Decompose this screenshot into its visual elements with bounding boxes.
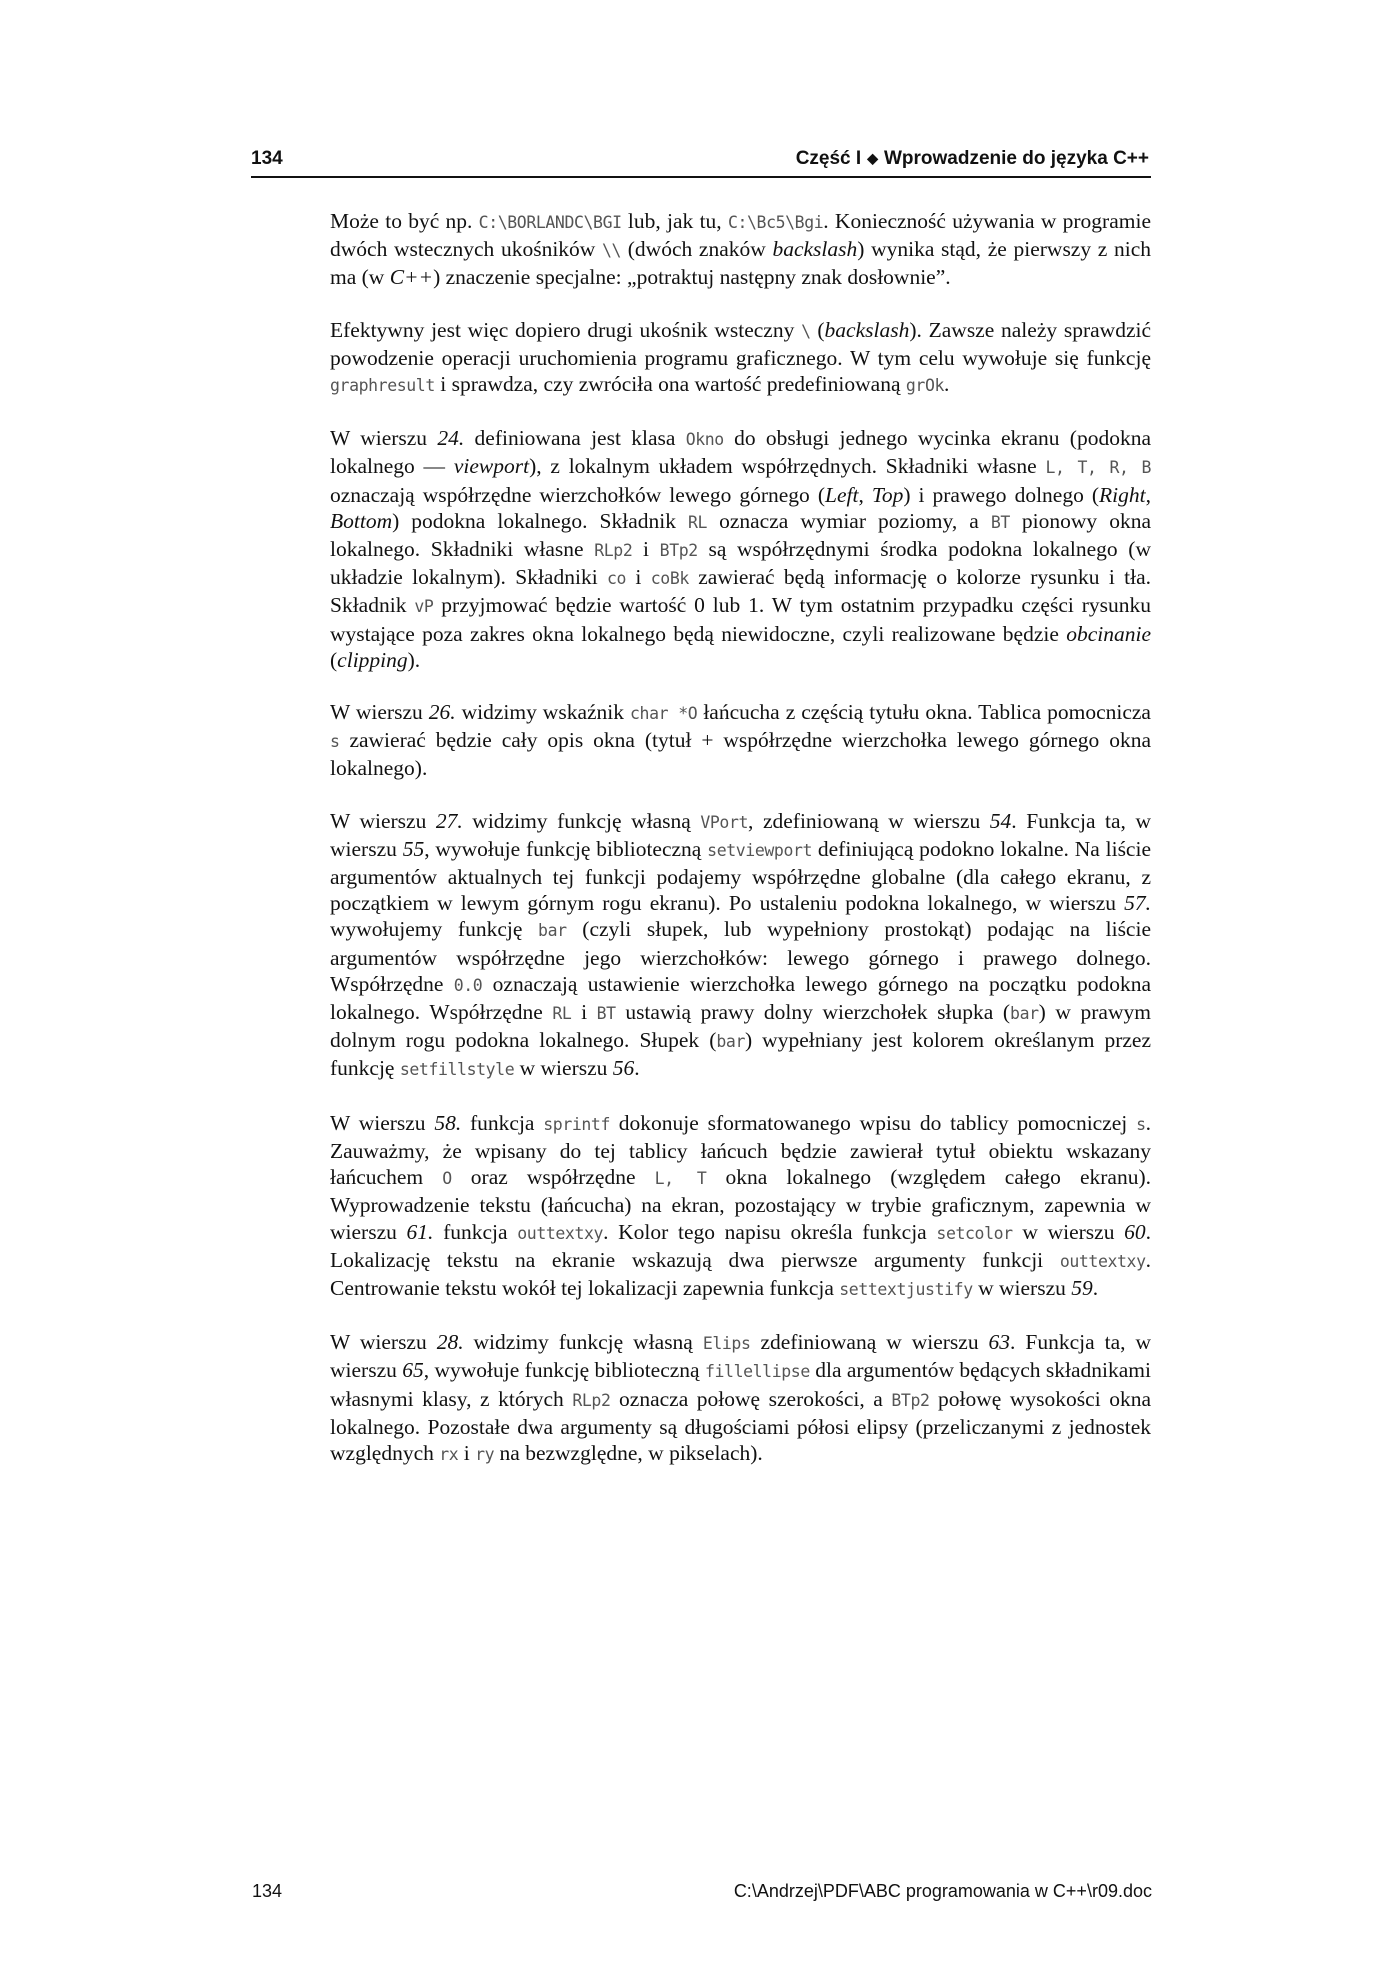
code: ry <box>475 1444 495 1464</box>
emphasis: C++ <box>389 265 434 290</box>
text: , <box>1145 482 1151 507</box>
line-reference: 54 <box>989 808 1012 833</box>
line-reference: 60 <box>1124 1219 1146 1244</box>
text: . Zauważmy, że wpisany do tej tablicy łańcuch będzie zawierał tytuł obiektu wskazany łańcuchem <box>330 1110 1151 1190</box>
code: BTp2 <box>891 1390 930 1410</box>
code: setcolor <box>936 1223 1013 1243</box>
text: , wywołuje funkcję biblioteczną <box>424 836 708 861</box>
text: przyjmować będzie wartość 0 lub 1. W tym ostatnim przypadku części rysunku wystające poza zakres okna lokalnego będą niewidoczne, czyli realizowane będzie <box>330 593 1151 646</box>
line-reference: 63 <box>988 1330 1011 1355</box>
text: definiowana jest klasa <box>464 426 686 451</box>
text: okna lokalnego (względem całego ekranu). Wyprowadzenie tekstu (łańcucha) na ekran, pozostający w trybie graficznym, zapewnia w wierszu <box>330 1165 1151 1244</box>
text: . Funkcja ta, w wierszu <box>330 808 1151 861</box>
text: Może to być np. <box>330 209 479 233</box>
emphasis: viewport <box>453 454 530 479</box>
code: char *O <box>630 704 698 724</box>
code: RLp2 <box>572 1390 611 1410</box>
diamond-icon: ◆ <box>867 150 878 166</box>
text: oznaczają współrzędne wierzchołków lewego górnego ( <box>330 482 825 507</box>
emphasis: Bottom <box>330 508 393 533</box>
line-reference: 24. <box>437 426 465 451</box>
text: . Funkcja ta, w wierszu <box>330 1330 1151 1383</box>
text: i sprawdza, czy zwróciła ona wartość predefiniowaną <box>434 372 906 397</box>
text: zawierać będzie cały opis okna (tytuł + współrzędne wierzchołka lewego górnego okna lokalnego). <box>330 728 1151 781</box>
code: Okno <box>685 430 724 450</box>
text: . <box>1092 1275 1099 1300</box>
emphasis: Right <box>1099 482 1146 507</box>
line-reference: 59 <box>1071 1275 1093 1300</box>
code: graphresult <box>330 376 435 396</box>
text: definiującą podokno lokalne. Na liście argumentów aktualnych tej funkcji podajemy współrzędne globalne (dla całego ekranu, z początkiem w lewym górnym rogu ekranu). Po ustaleniu podokna lokalnego, w wierszu <box>330 836 1151 916</box>
text: i <box>458 1440 476 1465</box>
text: ustawią prawy dolny wierzchołek słupka ( <box>615 1000 1011 1025</box>
text: oznacza wymiar poziomy, a <box>707 508 991 533</box>
text: oznaczają ustawienie wierzchołka lewego górnego na początku podokna lokalnego. Współrzędne <box>330 971 1152 1025</box>
code: sprintf <box>543 1114 611 1134</box>
text: ) i prawego dolnego ( <box>903 482 1100 507</box>
text: (czyli słupek, lub wypełniony prostokąt) podając na liście argumentów współrzędne jego wierzchołków: lewego górnego i prawego dolnego. Współrzędne <box>330 917 1151 996</box>
code: setfillstyle <box>399 1060 515 1080</box>
text: ) w prawym dolnym rogu podokna lokalnego. Słupek ( <box>330 1000 1151 1053</box>
line-reference: 28. <box>436 1330 464 1355</box>
line-reference: 61. <box>406 1219 434 1244</box>
text: i <box>626 565 651 590</box>
code: s <box>1136 1114 1146 1134</box>
text: i <box>632 537 660 562</box>
text: i <box>571 1000 597 1025</box>
code: vP <box>414 597 434 617</box>
code: L, T <box>654 1169 707 1189</box>
code: RL <box>552 1004 572 1024</box>
code: \\ <box>602 241 622 261</box>
line-reference: 58. <box>434 1110 462 1135</box>
text: . <box>944 372 950 397</box>
text: dokonuje sformatowanego wpisu do tablicy pomocniczej <box>610 1110 1137 1135</box>
code: 0.0 <box>453 975 483 995</box>
text: w wierszu <box>1012 1219 1125 1244</box>
text: widzimy funkcję własną <box>462 808 701 833</box>
code: bar <box>1010 1004 1039 1024</box>
code: grOk <box>905 376 945 396</box>
footer-file-path: C:\Andrzej\PDF\ABC programowania w C++\r09.doc <box>733 1881 1152 1901</box>
text: lub, jak tu, <box>621 209 728 233</box>
text: ( <box>330 647 338 672</box>
text: , zdefiniowaną w wierszu <box>748 808 990 833</box>
text: łańcucha z częścią tytułu okna. Tablica pomocnicza <box>697 700 1151 725</box>
emphasis: backslash <box>772 237 858 262</box>
text: w wierszu <box>514 1056 613 1081</box>
text: widzimy wskaźnik <box>455 700 630 725</box>
page-body <box>330 208 1151 1494</box>
header-chapter: Wprowadzenie do języka C++ <box>883 148 1149 169</box>
text: . <box>634 1056 640 1081</box>
paragraph-7 <box>330 1329 1151 1468</box>
code: settextjustify <box>839 1279 973 1299</box>
text: dla argumentów będących składnikami własnymi klasy, z których <box>330 1358 1151 1411</box>
emphasis: Left <box>825 482 859 507</box>
text: do obsługi jednego wycinka ekranu (podokna lokalnego — <box>330 426 1151 479</box>
emphasis: Top <box>871 482 904 507</box>
text: , <box>858 482 872 507</box>
paragraph-2 <box>330 317 1151 400</box>
text: Efektywny jest więc dopiero drugi ukośnik wsteczny <box>330 317 802 342</box>
code: rx <box>439 1444 459 1464</box>
code: C:\BORLANDC\BGI <box>478 213 622 232</box>
code: bar <box>716 1032 745 1052</box>
text: W wierszu <box>330 808 436 833</box>
text: zawierać będą informację o kolorze rysunku i tła. Składnik <box>330 565 1151 618</box>
code: BT <box>596 1004 616 1024</box>
code: C:\Bc5\Bgi <box>727 213 824 232</box>
code: coBk <box>650 569 689 589</box>
text: W wierszu <box>330 426 438 451</box>
code: RL <box>688 512 708 532</box>
text: widzimy funkcję własną <box>463 1330 703 1355</box>
code: O <box>442 1169 452 1189</box>
text: ). Zawsze należy sprawdzić powodzenie operacji uruchomienia programu graficznego. W tym celu wywołuje się funkcję <box>330 317 1152 370</box>
text: oraz współrzędne <box>451 1165 655 1190</box>
text: W wierszu <box>330 1110 435 1135</box>
running-header <box>251 146 1151 178</box>
code: outtextxy <box>1059 1251 1146 1271</box>
emphasis: backslash <box>824 317 910 342</box>
code: \ <box>801 321 811 341</box>
line-reference: 57. <box>1124 891 1151 916</box>
text: ) znaczenie specjalne: „potraktuj następny znak dosłownie”. <box>433 265 951 290</box>
text: W wierszu <box>330 1330 437 1355</box>
header-part: Część I <box>795 148 862 169</box>
code: co <box>607 569 627 589</box>
text: . Konieczność używania w programie dwóch wstecznych ukośników <box>330 209 1152 262</box>
paragraph-3 <box>330 425 1151 673</box>
footer-page-number: 134 <box>252 1881 283 1901</box>
text: wywołujemy funkcję <box>330 917 539 942</box>
line-reference: 26. <box>428 700 456 725</box>
line-reference: 27. <box>435 808 463 833</box>
code: Elips <box>702 1334 751 1354</box>
code: BTp2 <box>659 541 698 561</box>
code: bar <box>538 921 567 941</box>
header-page-number: 134 <box>251 148 283 169</box>
text: (dwóch znaków <box>621 237 773 262</box>
code: outtextxy <box>517 1223 604 1243</box>
line-reference: 55 <box>402 836 425 861</box>
text: zdefiniowaną w wierszu <box>750 1330 989 1355</box>
paragraph-6 <box>330 1110 1151 1303</box>
text: ( <box>810 317 825 342</box>
paragraph-1 <box>330 208 1151 291</box>
emphasis: clipping <box>337 647 408 672</box>
code: BT <box>990 512 1010 532</box>
text: ), z lokalnym układem współrzędnych. Składniki własne <box>529 454 1046 479</box>
header-title <box>796 148 1149 170</box>
text: są współrzędnymi środka podokna lokalnego (w układzie lokalnym). Składniki <box>330 537 1151 590</box>
text: . Centrowanie tekstu wokół tej lokalizacji zapewnia funkcja <box>330 1247 1151 1300</box>
text: ) podokna lokalnego. Składnik <box>392 508 688 533</box>
text: ) wynika stąd, że pierwszy z nich ma (w <box>330 237 1152 290</box>
text: na bezwzględne, w pikselach). <box>494 1440 763 1465</box>
code: fillellipse <box>704 1362 810 1382</box>
code: setviewport <box>707 840 813 860</box>
code: s <box>330 732 340 752</box>
text: funkcja <box>461 1110 544 1135</box>
text: ). <box>407 647 421 672</box>
text: w wierszu <box>972 1275 1072 1300</box>
text: ) wypełniany jest kolorem określanym przez funkcję <box>330 1028 1151 1081</box>
text: . Lokalizację tekstu na ekranie wskazują dwa pierwsze argumenty funkcji <box>330 1219 1151 1272</box>
line-reference: 56 <box>612 1056 635 1081</box>
paragraph-5 <box>330 808 1151 1084</box>
code: L, T, R, B <box>1045 458 1151 478</box>
text: . Kolor tego napisu określa funkcja <box>603 1219 937 1244</box>
code: VPort <box>700 812 749 832</box>
text: połowę wysokości okna lokalnego. Pozostałe dwa argumenty są długościami półosi elipsy (przeliczanymi z jednostek względnych <box>330 1386 1151 1465</box>
text: , wywołuje funkcję biblioteczną <box>423 1358 705 1383</box>
text: funkcja <box>433 1219 518 1244</box>
paragraph-4 <box>330 699 1151 782</box>
code: RLp2 <box>594 541 633 561</box>
line-reference: 65 <box>402 1358 424 1383</box>
emphasis: obcinanie <box>1066 621 1151 646</box>
text: oznacza połowę szerokości, a <box>610 1386 892 1411</box>
text: W wierszu <box>330 700 429 725</box>
text: pionowy okna lokalnego. Składniki własne <box>330 508 1151 562</box>
